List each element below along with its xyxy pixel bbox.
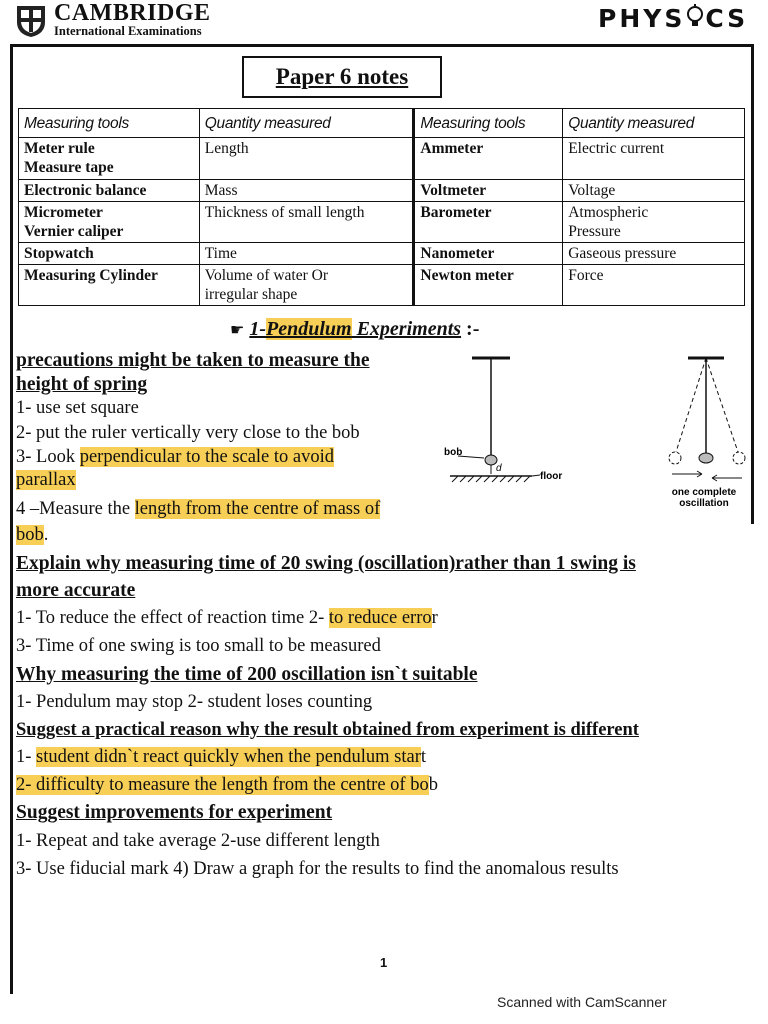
table-header: Quantity measured bbox=[563, 109, 745, 138]
why200-heading: Why measuring the time of 200 oscillation isn`t suitable bbox=[16, 664, 478, 685]
precautions-heading-2: height of spring bbox=[16, 374, 148, 395]
table-cell: Thickness of small length bbox=[199, 202, 414, 243]
practical-heading: Suggest a practical reason why the result obtained from experiment is different bbox=[16, 720, 639, 740]
precaution-item-4-cont: bob. bbox=[16, 525, 49, 545]
table-cell: Time bbox=[199, 243, 414, 265]
lightbulb-icon bbox=[685, 4, 705, 30]
explain-item-1: 1- To reduce the effect of reaction time 2- to reduce error bbox=[16, 608, 438, 628]
precaution-item-1: 1- use set square bbox=[16, 398, 139, 418]
table-row bbox=[19, 180, 745, 202]
table-cell: Ammeter bbox=[414, 138, 563, 180]
page-title: Paper 6 notes bbox=[242, 56, 442, 98]
explain-heading-2: more accurate bbox=[16, 580, 136, 601]
table-cell: Electric current bbox=[563, 138, 745, 180]
cambridge-crest-icon bbox=[14, 4, 48, 38]
table-cell: Mass bbox=[199, 180, 414, 202]
explain-heading-1: Explain why measuring time of 20 swing (oscillation)rather than 1 swing is bbox=[16, 553, 636, 574]
table-cell: Measuring Cylinder bbox=[19, 265, 200, 306]
table-row bbox=[19, 243, 745, 265]
table-cell: Barometer bbox=[414, 202, 563, 243]
floor-label: floor bbox=[540, 471, 563, 482]
table-cell: Force bbox=[563, 265, 745, 306]
page-frame-top bbox=[10, 44, 754, 47]
table-cell: Micrometer Vernier caliper bbox=[19, 202, 200, 243]
why200-item: 1- Pendulum may stop 2- student loses counting bbox=[16, 692, 373, 712]
precautions-heading-1: precautions might be taken to measure the bbox=[16, 350, 370, 371]
precaution-item-3: 3- Look perpendicular to the scale to avoid bbox=[16, 447, 334, 467]
d-label: d bbox=[496, 463, 502, 474]
improve-item-1: 1- Repeat and take average 2-use different length bbox=[16, 831, 380, 851]
table-header: Measuring tools bbox=[19, 109, 200, 138]
table-cell: Stopwatch bbox=[19, 243, 200, 265]
table-cell: Voltmeter bbox=[414, 180, 563, 202]
table-header-row bbox=[19, 109, 745, 138]
table-cell: Meter rule Measure tape bbox=[19, 138, 200, 180]
bob-label: bob bbox=[444, 447, 463, 458]
scanner-watermark: Scanned with CamScanner bbox=[497, 994, 667, 1010]
measuring-tools-table bbox=[18, 108, 745, 306]
table-cell: Nanometer bbox=[414, 243, 563, 265]
practical-item-2: 2- difficulty to measure the length from the centre of bob bbox=[16, 775, 438, 795]
table-row bbox=[19, 138, 745, 180]
table-cell: Voltage bbox=[563, 180, 745, 202]
page-number: 1 bbox=[380, 955, 388, 970]
table-row bbox=[19, 202, 745, 243]
org-name: CAMBRIDGE bbox=[54, 0, 211, 26]
table-cell: Atmospheric Pressure bbox=[563, 202, 745, 243]
table-header: Quantity measured bbox=[199, 109, 414, 138]
table-cell: Newton meter bbox=[414, 265, 563, 306]
improve-heading: Suggest improvements for experiment bbox=[16, 802, 333, 823]
improve-item-2: 3- Use fiducial mark 4) Draw a graph for the results to find the anomalous results bbox=[16, 859, 619, 879]
precaution-item-3-cont: parallax bbox=[16, 470, 76, 490]
table-cell: Electronic balance bbox=[19, 180, 200, 202]
practical-item-1: 1- student didn`t react quickly when the pendulum start bbox=[16, 747, 426, 767]
table-header: Measuring tools bbox=[414, 109, 563, 138]
pointing-hand-icon: ☛ bbox=[230, 320, 245, 339]
section-heading: ☛ 1-Pendulum Experiments :- bbox=[230, 318, 480, 340]
explain-item-2: 3- Time of one swing is too small to be measured bbox=[16, 636, 381, 656]
physics-logo: PHYS CS bbox=[598, 4, 749, 33]
table-cell: Volume of water Or irregular shape bbox=[199, 265, 414, 306]
table-row bbox=[19, 265, 745, 306]
oscillation-label-2: oscillation bbox=[679, 498, 729, 509]
table-cell: Gaseous pressure bbox=[563, 243, 745, 265]
pendulum-diagram bbox=[440, 352, 760, 522]
precaution-item-4: 4 –Measure the length from the centre of mass of bbox=[16, 499, 381, 519]
precaution-item-2: 2- put the ruler vertically very close to the bob bbox=[16, 423, 360, 443]
table-cell: Length bbox=[199, 138, 414, 180]
org-subtitle: International Examinations bbox=[54, 24, 202, 38]
oscillation-label-1: one complete bbox=[671, 487, 737, 498]
page-frame-left bbox=[10, 44, 13, 994]
